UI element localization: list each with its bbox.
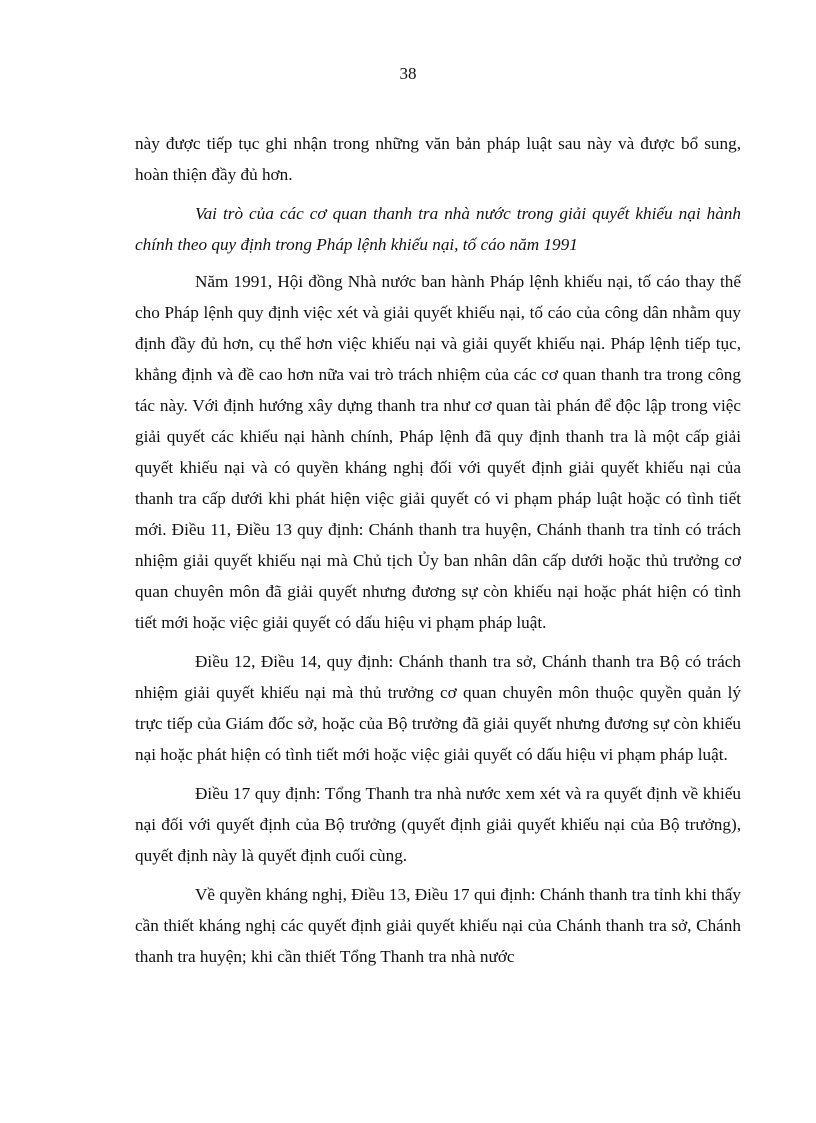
document-body <box>135 128 741 980</box>
page-number: 38 <box>399 64 417 83</box>
paragraph-1: Năm 1991, Hội đồng Nhà nước ban hành Pháp lệnh khiếu nại, tố cáo thay thế cho Pháp lệnh quy định việc xét và giải quyết khiếu nại, tố cáo của công dân nhằm quy định đầy đủ hơn, cụ thể hơn việc khiếu nại và giải quyết khiếu nại. Pháp lệnh tiếp tục, khẳng định và đề cao hơn nữa vai trò trách nhiệm của các cơ quan thanh tra trong công tác này. Với định hướng xây dựng thanh tra như cơ quan tài phán để độc lập trong việc giải quyết các khiếu nại hành chính, Pháp lệnh đã quy định thanh tra là một cấp giải quyết khiếu nại và có quyền kháng nghị đối với quyết định giải quyết khiếu nại của thanh tra cấp dưới khi phát hiện việc giải quyết có vi phạm pháp luật hoặc có tình tiết mới. Điều 11, Điều 13 quy định: Chánh thanh tra huyện, Chánh thanh tra tỉnh có trách nhiệm giải quyết khiếu nại mà Chủ tịch Ủy ban nhân dân cấp dưới hoặc thủ trưởng cơ quan chuyên môn đã giải quyết nhưng đương sự còn khiếu nại hoặc phát hiện có tình tiết mới hoặc việc giải quyết có dấu hiệu vi phạm pháp luật. <box>135 272 741 632</box>
section-subheading: Vai trò của các cơ quan thanh tra nhà nước trong giải quyết khiếu nại hành chính theo quy định trong Pháp lệnh khiếu nại, tố cáo năm 1991 <box>135 204 741 254</box>
paragraph-3: Điều 17 quy định: Tổng Thanh tra nhà nước xem xét và ra quyết định về khiếu nại đối với quyết định của Bộ trưởng (quyết định giải quyết khiếu nại của Bộ trưởng), quyết định này là quyết định cuối cùng. <box>135 784 741 865</box>
continued-paragraph: này được tiếp tục ghi nhận trong những văn bản pháp luật sau này và được bổ sung, hoàn thiện đầy đủ hơn. <box>135 134 741 184</box>
paragraph-4: Về quyền kháng nghị, Điều 13, Điều 17 qui định: Chánh thanh tra tỉnh khi thấy cần thiết kháng nghị các quyết định giải quyết khiếu nại của Chánh thanh tra sở, Chánh thanh tra huyện; khi cần thiết Tổng Thanh tra nhà nước <box>135 885 741 966</box>
paragraph-2: Điều 12, Điều 14, quy định: Chánh thanh tra sở, Chánh thanh tra Bộ có trách nhiệm giải quyết khiếu nại mà thủ trưởng cơ quan chuyên môn thuộc quyền quản lý trực tiếp của Giám đốc sở, hoặc của Bộ trưởng đã giải quyết nhưng đương sự còn khiếu nại hoặc phát hiện có tình tiết mới hoặc việc giải quyết có dấu hiệu vi phạm pháp luật. <box>135 652 741 764</box>
